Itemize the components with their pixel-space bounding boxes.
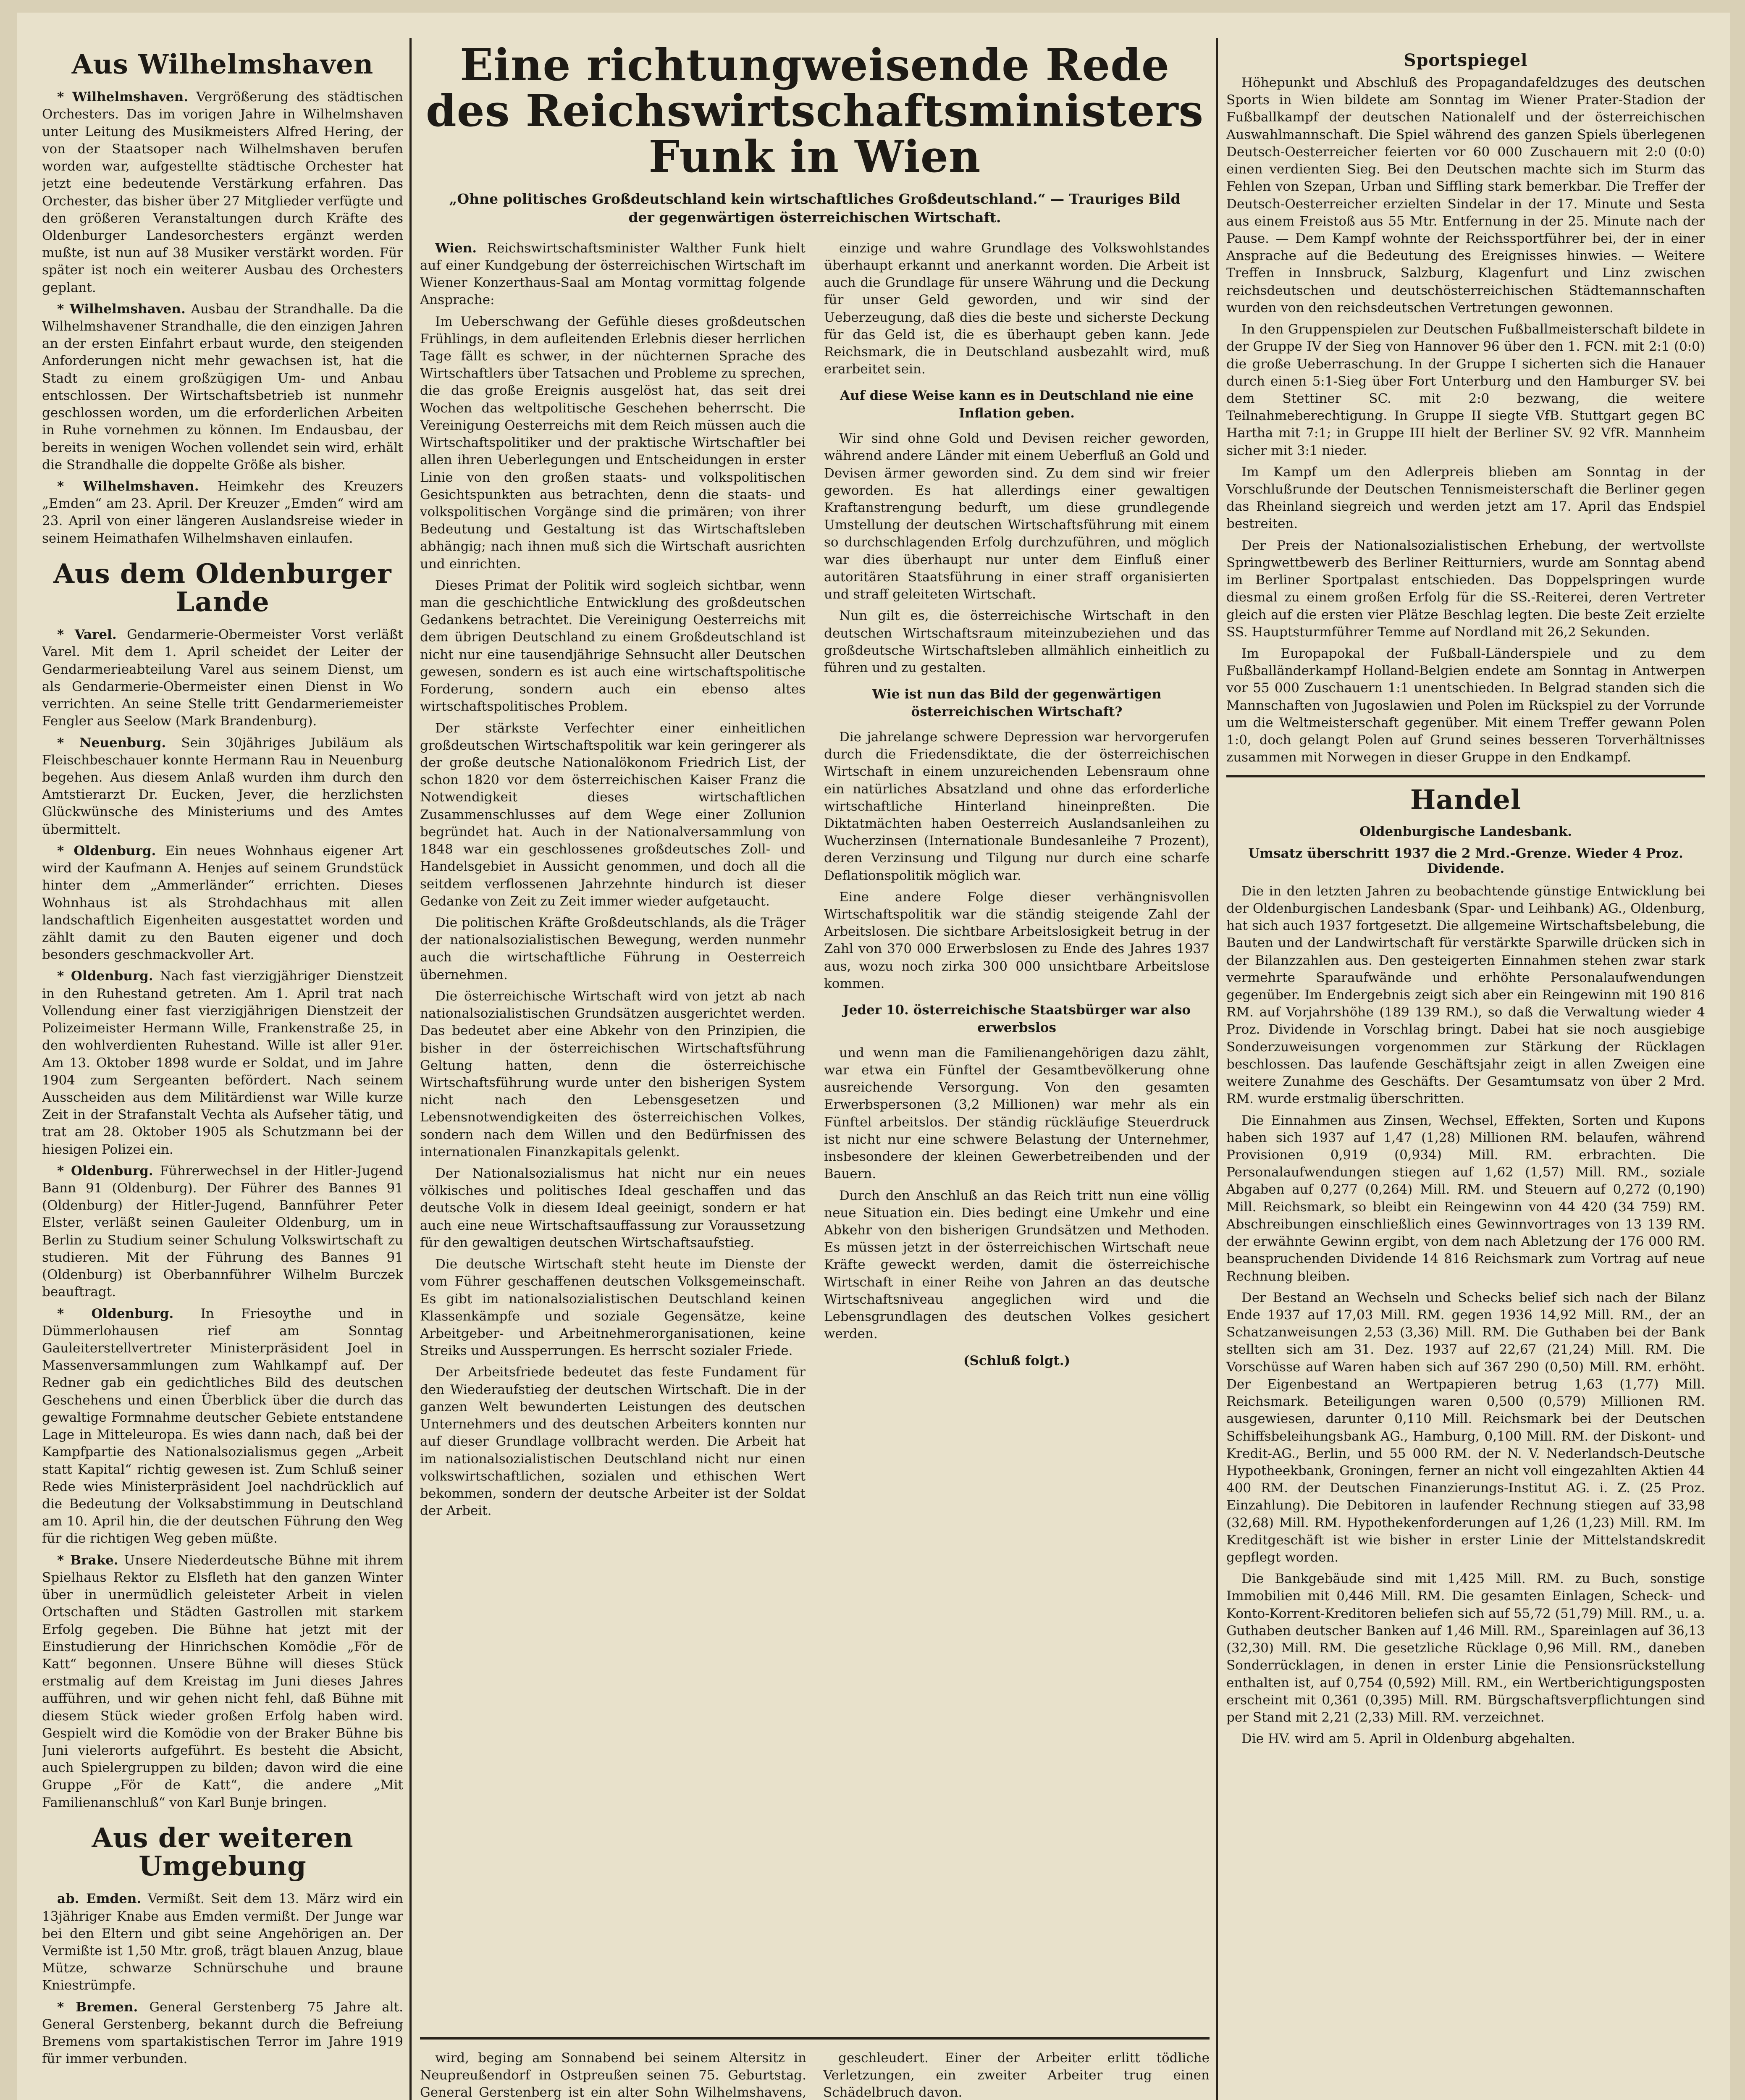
article-paragraph bbox=[420, 988, 806, 1161]
handel-subheading: Oldenburgische Landesbank. bbox=[1359, 824, 1572, 839]
paragraph-text: Ein neues Wohnhaus eigener Art wird der Kaufmann A. Henjes auf seinem Grundstück hinter dem „Ammerländer“ errichten. Dieses Wohnhaus ist als Strohdachhaus mit allen landschaftlich Eigenheiten ausgestattet worden und zählt damit zu den Bauten eigener und doch besonders geschmackvoller Art. bbox=[42, 843, 403, 963]
article-paragraph bbox=[42, 301, 403, 474]
article-paragraph bbox=[42, 89, 403, 297]
article-paragraph bbox=[420, 2050, 806, 2100]
paragraph-text: Die in den letzten Jahren zu beobachtende günstige Entwicklung bei der Oldenburgischen Landesbank (Spar- und Leihbank) AG., Oldenburg, hat sich auch 1937 fortgesetzt. Die allgemeine Wirtschaftsbelebung, die Bauten und der Landwirtschaft für verstärkte Sparwille drücken sich in der Bilanzzahlen aus. Den gesteigerten Einnahmen stehen zwar stark vermehrte Sparaufwände und erhöhte Personalaufwendungen gegenüber. Im Endergebnis zeigt sich aber ein Reingewinn mit 190 816 RM. auf Vorjahrshöhe (189 139 RM.), so daß die Verwaltung wieder 4 Proz. Dividende in Vorschlag bringt. Dabei hat sie noch ausgiebige Sonderzuweisungen vorgenommen zur Stärkung der Rücklagen beschlossen. Das laufende Geschäftsjahr zeigt in allen Zweigen eine weitere Zunahme des Geschäfts. Der Gesamtumsatz von über 2 Mrd. RM. wurde erstmalig überschritten. bbox=[1226, 883, 1705, 1107]
main-article bbox=[420, 38, 1210, 2037]
article-paragraph bbox=[824, 607, 1210, 677]
article-paragraph bbox=[824, 1045, 1210, 1183]
paragraph-text: Nun gilt es, die österreichische Wirtschaft in den deutschen Wirtschaftsraum miteinzubeziehen und das großdeutsche Wirtschaftsleben allmählich einheitlich zu führen und zu gestalten. bbox=[824, 608, 1210, 675]
paragraph-text: Vergrößerung des städtischen Orchesters. Das im vorigen Jahre in Wilhelmshaven unter Leitung des Musikmeisters Alfred Hering, der von der Staatsoper nach Wilhelmshaven berufen worden war, aufgestellte städtische Orchester hat jetzt eine bedeutende Verstärkung erfahren. Das Orchester, das bisher über 27 Mitglieder verfügte und den größeren Veranstaltungen durch Kräfte des Oldenburger Landesorchesters ergänzt werden mußte, ist nun auf 38 Musiker verstärkt worden. Für später ist noch ein weiterer Ausbau des Orchesters geplant. bbox=[42, 89, 403, 295]
article-paragraph bbox=[420, 914, 806, 984]
column-divider bbox=[409, 38, 412, 2100]
article-paragraph bbox=[1226, 645, 1705, 766]
handel-subheading: Umsatz überschritt 1937 die 2 Mrd.-Grenze. Wieder 4 Proz. Dividende. bbox=[1248, 845, 1683, 876]
newspaper-page bbox=[17, 13, 1730, 2100]
article-subhead bbox=[832, 686, 1201, 721]
section-divider bbox=[420, 2037, 1210, 2040]
paragraph-text: Unsere Niederdeutsche Bühne mit ihrem Spielhaus Rektor zu Elsfleth hat den ganzen Winter über in unermüdlich geleisteter Arbeit in vielen Ortschaften und Städten Gastrollen mit starkem Erfolg gegeben. Die Bühne hat jetzt mit der Einstudierung der Hinrichschen Komödie „För de Katt“ begonnen. Unsere Bühne will dieses Stück erstmalig auf dem Kreistag im Juni dieses Jahres aufführen, und wir gehen nicht fehl, daß Bühne mit diesem Stück wieder großen Erfolg haben wird. Gespielt wird die Komödie von der Braker Bühne bis Juni vielerorts aufgeführt. Es besteht die Absicht, auch Spielergruppen zu bilden; davon wird die eine Gruppe „För de Katt“, die andere „Mit Familienanschluß“ von Karl Bunje bringen. bbox=[42, 1552, 403, 1810]
article-paragraph bbox=[42, 1890, 403, 1994]
article-paragraph bbox=[420, 720, 806, 910]
dateline: Wien. bbox=[435, 240, 477, 256]
paragraph-text: Durch den Anschluß an das Reich tritt nun eine völlig neue Situation ein. Dies bedingt eine Umkehr und eine Abkehr von den bisherigen Grundsätzen und Methoden. Es müssen jetzt in der österreichischen Wirtschaft neue Kräfte geweckt werden, damit die österreichische Wirtschaft in einer Reihe von Jahren an das deutsche Wirtschaftsniveau angeglichen wird und die Lebensgrundlagen des deutschen Volkes gesichert werden. bbox=[824, 1188, 1210, 1342]
article-paragraph bbox=[42, 1999, 403, 2068]
article-paragraph bbox=[42, 478, 403, 547]
paragraph-text: (Schluß folgt.) bbox=[963, 1353, 1071, 1368]
paragraph-text: Der Arbeitsfriede bedeutet das feste Fundament für den Wiederaufstieg der deutschen Wirtschaft. Die in der ganzen Welt bewunderten Leistungen des deutschen Unternehmers und des deutschen Arbeiters konnten nur auf dieser Grundlage vollbracht werden. Die Arbeit hat im nationalsozialistischen Deutschland nicht nur einen volkswirtschaftlichen, sozialen und ethischen Wert bekommen, sondern der deutsche Arbeiter ist der Soldat der Arbeit. bbox=[420, 1365, 806, 1519]
paragraph-text: Reichswirtschaftsminister Walther Funk hielt auf einer Kundgebung der österreichischen Wirtschaft im Wiener Konzerthaus-Saal am Montag vormittag folgende Ansprache: bbox=[420, 240, 806, 308]
article-paragraph bbox=[824, 430, 1210, 603]
paragraph-text: Wie ist nun das Bild der gegenwärtigen österreichischen Wirtschaft? bbox=[872, 687, 1162, 719]
dateline: * Wilhelmshaven. bbox=[57, 301, 186, 317]
right-column bbox=[1226, 38, 1705, 2100]
article-paragraph bbox=[42, 843, 403, 964]
paragraph-text: In Friesoythe und in Dümmerlohausen rief am Sonntag Gauleiterstellvertreter Ministerpräsident Joel in Massenversammlungen zum Wahlkampf auf. Der Redner gab ein gedichtliches Bild des deutschen Geschehens und einen Überblick über die durch das gewaltige Formnahme deutscher Gebiete entstandene Lage in Mitteleuropa. Es wies dann nach, daß bei der Kampfpartie des Nationalsozialismus gegen „Arbeit statt Kapital“ richtig gewesen ist. Zum Schluß seiner Rede wies Ministerpräsident Joel nachdrücklich auf die Bedeutung der Volksabstimmung in Deutschland am 10. April hin, die der deutschen Führung den Weg für die richtigen Weg geben müßte. bbox=[42, 1306, 403, 1546]
paragraph-text: Die HV. wird am 5. April in Oldenburg abgehalten. bbox=[1241, 1731, 1575, 1747]
article-paragraph bbox=[42, 1305, 403, 1548]
news-column bbox=[823, 2050, 1210, 2100]
article-paragraph bbox=[1226, 883, 1705, 1108]
article-paragraph bbox=[823, 2050, 1210, 2100]
article-paragraph bbox=[1226, 321, 1705, 459]
article-paragraph bbox=[42, 1552, 403, 1811]
dateline: * Wilhelmshaven. bbox=[57, 479, 199, 494]
article-paragraph bbox=[1226, 1289, 1705, 1567]
article-paragraph bbox=[1226, 1112, 1705, 1285]
article-subtitle: „Ohne politisches Großdeutschland kein wirtschaftliches Großdeutschland.“ — Trauriges Bild der gegenwärtigen österreichischen Wirtschaft. bbox=[449, 190, 1181, 226]
article-paragraph bbox=[824, 729, 1210, 885]
paragraph-text: General Gerstenberg 75 Jahre alt. General Gerstenberg, bekannt durch die Befreiung Bremens vom spartakistischen Terror im Jahre 1919 für immer verbunden. bbox=[42, 1999, 403, 2067]
article-paragraph bbox=[824, 240, 1210, 378]
paragraph-text: wird, beging am Sonnabend bei seinem Altersitz in Neupreußendorf in Ostpreußen seinen 75. Geburtstag. General Gerstenberg ist ein alter Sohn Wilhelmshavens, bbox=[420, 2050, 806, 2100]
section-divider bbox=[1226, 775, 1705, 777]
paragraph-text: Eine andere Folge dieser verhängnisvollen Wirtschaftspolitik war die ständig steigende Zahl der Arbeitslosen. Die sichtbare Arbeitslosigkeit betrug in der Zahl von 370 000 Erwerbslosen zu Ende des Jahres 1937 aus, wozu noch zirka 300 000 unsichtbare Arbeitslose kommen. bbox=[824, 889, 1210, 991]
paragraph-text: Dieses Primat der Politik wird sogleich sichtbar, wenn man die geschichtliche Entwicklung des großdeutschen Gedankens betrachtet. Die Vereinigung Oesterreichs mit dem übrigen Deutschland zu einem Großdeutschland ist nicht nur eine tausendjährige Sehnsucht aller Deutschen gewesen, sondern es ist auch eine wirtschaftspolitische Forderung, sondern auch ein ebenso altes wirtschaftspolitisches Problem. bbox=[420, 578, 806, 714]
article-paragraph bbox=[42, 626, 403, 730]
dateline: * Oldenburg. bbox=[57, 969, 153, 984]
article-subhead bbox=[832, 1002, 1201, 1037]
dateline: * Varel. bbox=[57, 627, 117, 643]
article-paragraph bbox=[824, 1187, 1210, 1343]
paragraph-text: Wir sind ohne Gold und Devisen reicher geworden, während andere Länder mit einem Ueberfluß an Gold und Devisen ärmer geworden sind. Zu dem sind wir freier geworden. Es hat allerdings einer gewaltigen Kraftanstrengung bedurft, um diese grundlegende Umstellung der deutschen Wirtschaftsführung mit einem so durchschlagenden Erfolg durchzuführen, und möglich war dies überhaupt nur unter dem Einfluß einer autoritären Staatsführung in einer straff organisierten und straff geleiteten Wirtschaft. bbox=[824, 431, 1210, 602]
article-subhead bbox=[832, 1352, 1201, 1370]
dateline: ab. Emden. bbox=[57, 1891, 142, 1907]
dateline: * Wilhelmshaven. bbox=[57, 89, 189, 105]
paragraph-text: Führerwechsel in der Hitler-Jugend Bann 91 (Oldenburg). Der Führer des Bannes 91 (Oldenburg) der Hitler-Jugend, Bannführer Peter Elster, verläßt seinen Gauleiter Oldenburg, um in Berlin zu Studium seiner Schulung Volkswirtschaft zu studieren. Mit der Führung des Bannes 91 (Oldenburg) ist Oberbannführer Wilhelm Burczek beauftragt. bbox=[42, 1163, 403, 1300]
article-column bbox=[420, 240, 806, 1524]
dateline: * Neuenburg. bbox=[57, 735, 166, 751]
paragraph-text: In den Gruppenspielen zur Deutschen Fußballmeisterschaft bildete in der Gruppe IV der Sieg von Hannover 96 über den 1. FCN. mit 2:1 (0:0) die große Ueberraschung. In der Gruppe I sicherten sich die Hanauer durch einen 5:1-Sieg über Fort Unterburg und den Hamburger SV. bei dem Stettiner SC. mit 2:0 bezwang, die weitere Teilnahmeberechtigung. In Gruppe II siegte VfB. Stuttgart gegen BC Hartha mit 7:1; in Gruppe III hielt der Berliner SV. 92 VfR. Mannheim sicher mit 3:1 nieder. bbox=[1226, 322, 1705, 458]
paragraph-text: Jeder 10. österreichische Staatsbürger war also erwerbslos bbox=[842, 1003, 1191, 1035]
article-paragraph bbox=[420, 1256, 806, 1360]
article-paragraph bbox=[1226, 464, 1705, 533]
paragraph-text: Heimkehr des Kreuzers „Emden“ am 23. April. Der Kreuzer „Emden“ wird am 23. April von einer längeren Auslandsreise wieder in seinem Heimathafen Wilhelmshaven einlaufen. bbox=[42, 479, 403, 546]
article-paragraph bbox=[420, 1364, 806, 1520]
article-paragraph bbox=[420, 313, 806, 573]
dateline: * Oldenburg. bbox=[57, 1306, 174, 1321]
paragraph-text: Der Nationalsozialismus hat nicht nur ein neues völkisches und politisches Ideal geschaffen und das deutsche Volk in diesem Ideal geeinigt, sondern er hat auch eine neue Wirtschaftsauffassung zur Voraussetzung für den gewaltigen deutschen Wirtschaftsaufstieg. bbox=[420, 1166, 806, 1250]
dateline: * Oldenburg. bbox=[57, 843, 156, 858]
paragraph-text: Im Ueberschwang der Gefühle dieses großdeutschen Frühlings, in dem aufleitenden Erlebnis dieser herrlichen Tage fällt es schwer, in der nüchternen Sprache des Wirtschaftlers über Tatsachen und Probleme zu sprechen, die das große Ereignis ausgelöst hat, das seit drei Wochen das weltpolitische Geschehen beherrscht. Die Vereinigung Oesterreichs mit dem Reich müssen auch die Wirtschaftspolitiker und der praktische Wirtschaftler bei allen ihren Ueberlegungen und Entscheidungen in erster Linie von den großen staats- und volkspolitischen Gesichtspunkten aus betrachten, denn die staats- und volkspolitischen Vorgänge sind die primären; von ihrer Bedeutung und Gestaltung ist das Wirtschaftsleben abhängig; nach ihnen muß sich die Wirtschaft ausrichten und einrichten. bbox=[420, 314, 806, 572]
article-paragraph bbox=[1226, 1730, 1705, 1748]
news-column bbox=[420, 2050, 806, 2100]
article-paragraph bbox=[1226, 74, 1705, 317]
article-paragraph bbox=[42, 1163, 403, 1301]
paragraph-text: Die deutsche Wirtschaft steht heute im Dienste der vom Führer geschaffenen deutschen Volksgemeinschaft. Es gibt im nationalsozialistischen Deutschland keinen Klassenkämpfe und soziale Gegensätze, keine Arbeitgeber- und Arbeitnehmerorganisationen, keine Streiks und Aussperrungen. Es herrscht sozialer Friede. bbox=[420, 1257, 806, 1359]
paragraph-text: Nach fast vierzigjähriger Dienstzeit in den Ruhestand getreten. Am 1. April trat nach Vollendung einer fast vierzigjährigen Dienstzeit der Polizeimeister Hermann Wille, Frankenstraße 25, in den wohlverdienten Ruhestand. Wille ist aller 91er. Am 13. Oktober 1898 wurde er Soldat, und im Jahre 1904 zum Sergeanten befördert. Nach seinem Ausscheiden aus dem Militärdienst war Wille kurze Zeit in der Strafanstalt Vechta als Aufseher tätig, und trat am 28. Oktober 1905 als Schutzmann bei der hiesigen Polizei ein. bbox=[42, 969, 403, 1157]
article-paragraph bbox=[42, 735, 403, 838]
paragraph-text: Höhepunkt und Abschluß des Propagandafeldzuges des deutschen Sports in Wien bildete am Sonntag im Wiener Prater-Stadion der Fußballkampf der deutschen Nationalelf und der österreichischen Auswahlmannschaft. Die Spiel während des ganzen Spiels überlegenen Deutsch-Oesterreicher feierten vor 60 000 Zuschauern mit 2:0 (0:0) einen verdienten Sieg. Bei den Deutschen machte sich im Sturm das Fehlen von Szepan, Urban und Siffling stark bemerkbar. Die Treffer der Deutsch-Oesterreicher erzielten Sindelar in der 17. Minute und Sesta aus einem Freistoß aus 55 Mtr. Entfernung in der 25. Minute nach der Pause. — Dem Kampf wohnte der Reichssportführer bei, der in einer Ansprache auf die Bedeutung des Ereignisses hinwies. — Weitere Treffen in Innsbruck, Salzburg, Klagenfurt und Linz zwischen reichsdeutschen und deutschösterreichischen Städtemannschaften wurden von den reichsdeutschen Vertretungen gewonnen. bbox=[1226, 75, 1705, 315]
article-paragraph bbox=[420, 577, 806, 716]
paragraph-text: Gendarmerie-Obermeister Vorst verläßt Varel. Mit dem 1. April scheidet der Leiter der Gendarmerieabteilung Varel aus seinem Dienst, um als Gendarmerie-Obermeister einen Dienst in Wo verrichten. An seine Stelle tritt Gendarmeriemeister Fengler aus Seelow (Mark Brandenburg). bbox=[42, 627, 403, 729]
paragraph-text: Der Preis der Nationalsozialistischen Erhebung, der wertvollste Springwettbewerb des Berliner Reitturniers, wurde am Sonntag abend im Berliner Sportpalast entschieden. Das Doppelspringen wurde diesmal zu einem großen Erfolg für die SS.-Reiterei, deren Vertreter gleich auf die ersten vier Plätze Beschlag legten. Die beste Zeit erzielte SS. Hauptsturmführer Temme auf Nordland mit 26,2 Sekunden. bbox=[1226, 538, 1705, 640]
article-column bbox=[824, 240, 1210, 1524]
article-headline: Eine richtungweisende Rede des Reichswirtschaftsministers Funk in Wien bbox=[425, 39, 1204, 183]
paragraph-text: Die Bankgebäude sind mit 1,425 Mill. RM. zu Buch, sonstige Immobilien mit 0,446 Mill. RM. Die gesamten Einlagen, Scheck- und Konto-Korrent-Kreditoren beliefen sich auf 55,72 (51,79) Mill. RM., u. a. Guthaben deutscher Banken auf 1,46 Mill. RM., Spareinlagen auf 36,13 (32,30) Mill. RM. Die gesetzliche Rücklage 0,96 Mill. RM., daneben Sonderrücklagen, in denen in erster Linie die Pensionsrückstellung enthalten ist, auf 0,754 (0,592) Mill. RM., ein Wertberichtigungsposten erscheint mit 0,361 (0,395) Mill. RM. Bürgschaftsverpflichtungen sind per Stand mit 2,21 (2,33) Mill. RM. verzeichnet. bbox=[1226, 1571, 1705, 1725]
paragraph-text: Die Einnahmen aus Zinsen, Wechsel, Effekten, Sorten und Kupons haben sich 1937 auf 1,47 (1,28) Millionen RM. belaufen, während Provisionen 0,919 (0,934) Mill. RM. erbrachten. Die Personalaufwendungen stiegen auf 1,62 (1,57) Mill. RM., soziale Abgaben auf 0,277 (0,264) Mill. RM. und Steuern auf 0,272 (0,190) Mill. Reichsmark, so bleibt ein Reingewinn von 44 420 (34 759) RM. Abschreibungen einschließlich eines Gewinnvortrages von 13 139 RM. der erwähnte Gewinn ergibt, von dem nach Abletzung der 176 000 RM. beanspruchenden Dividende 14 816 Reichsmark zum Vortrag auf neue Rechnung bleiben. bbox=[1226, 1113, 1705, 1284]
paragraph-text: Die politischen Kräfte Großdeutschlands, als die Träger der nationalsozialistischen Bewegung, werden nunmehr auch die wirtschaftliche Führung in Oesterreich übernehmen. bbox=[420, 915, 806, 982]
paragraph-text: Die österreichische Wirtschaft wird von jetzt ab nach nationalsozialistischen Grundsätzen ausgerichtet werden. Das bedeutet aber eine Abkehr von den Prinzipien, die bisher in der österreichischen Wirtschaftsführung Geltung hatten, denn die österreichische Wirtschaftsführung wurde unter den bisherigen System nicht nach den Lebensgesetzen und Lebensnotwendigkeiten des österreichischen Volkes, sondern nach dem Willen und den Bedürfnissen des internationalen Finanzkapitals gelenkt. bbox=[420, 988, 806, 1160]
bottom-news bbox=[420, 2050, 1210, 2100]
paragraph-text: Der stärkste Verfechter einer einheitlichen großdeutschen Wirtschaftspolitik war kein geringerer als der große deutsche Nationalökonom Friedrich List, der schon 1820 vor dem österreichischen Kaiser Franz die Notwendigkeit dieses wirtschaftlichen Zusammenschlusses auf dem Wege einer Zollunion begründet hat. Auch in der Nationalversammlung von 1848 war ein geschlossenes großdeutsches Zoll- und Handelsgebiet in Aussicht genommen, und doch all die seitdem verflossenen Jahrzehnte hindurch ist dieser Gedanke von Zeit zu Zeit immer wieder aufgetaucht. bbox=[420, 720, 806, 909]
article-paragraph bbox=[1226, 537, 1705, 641]
section-heading-sport: Sportspiegel bbox=[1404, 50, 1528, 70]
section-heading-wilhelmshaven: Aus Wilhelmshaven bbox=[71, 49, 374, 80]
section-heading-handel: Handel bbox=[1410, 784, 1522, 816]
paragraph-text: Vermißt. Seit dem 13. März wird ein 13jähriger Knabe aus Emden vermißt. Der Junge war bei den Eltern und gibt seine Angehörigen an. Der Vermißte ist 1,50 Mtr. groß, trägt blauen Anzug, blaue Mütze, schwarze Schnürschuhe und braune Kniestrümpfe. bbox=[42, 1891, 403, 1993]
paragraph-text: Sein 30jähriges Jubiläum als Fleischbeschauer konnte Hermann Rau in Neuenburg begehen. Aus diesem Anlaß wurden ihm durch den Amtstierarzt Dr. Eucken, Jever, die herzlichsten Glückwünsche des Ministeriums und des Amtes übermittelt. bbox=[42, 735, 403, 837]
left-column bbox=[42, 38, 403, 2100]
paragraph-text: Im Europapokal der Fußball-Länderspiele und zu dem Fußballänderkampf Holland-Belgien endete am Sonntag in Antwerpen vor 55 000 Zuschauern 1:1 unentschieden. In Belgrad standen sich die Mannschaften von Jugoslawien und Polen im Rückspiel zu der Vorrunde um die Weltmeisterschaft gegenüber. Mit einem Treffer gewann Polen 1:0, doch gelangt Polen auf Grund seines besseren Torverhältnisses zusammen mit Norwegen in dieser Gruppe in den Endkampf. bbox=[1226, 646, 1705, 765]
dateline: * Bremen. bbox=[57, 1999, 138, 2015]
article-paragraph bbox=[824, 889, 1210, 992]
dateline: * Oldenburg. bbox=[57, 1163, 153, 1179]
article-paragraph bbox=[420, 1165, 806, 1252]
article-paragraph bbox=[420, 240, 806, 309]
section-heading-oldenburg: Aus dem Oldenburger Lande bbox=[53, 558, 392, 618]
paragraph-text: Im Kampf um den Adlerpreis blieben am Sonntag in der Vorschlußrunde der Deutschen Tennismeisterschaft die Berliner gegen das Rheinland siegreich und werden jetzt am 17. April das Endspiel bestreiten. bbox=[1226, 464, 1705, 532]
article-subhead bbox=[832, 387, 1201, 423]
paragraph-text: und wenn man die Familienangehörigen dazu zählt, war etwa ein Fünftel der Gesamtbevölkerung ohne ausreichende Versorgung. Von den gesamten Erwerbspersonen (3,2 Millionen) war mehr als ein Fünftel arbeitslos. Der ständig rückläufige Steuerdruck ist nicht nur eine schwere Belastung der Unternehmer, insbesondere der kleinen Gewerbetreibenden und der Bauern. bbox=[824, 1045, 1210, 1182]
dateline: * Brake. bbox=[57, 1552, 118, 1568]
column-divider bbox=[1216, 38, 1218, 2100]
paragraph-text: Die jahrelange schwere Depression war hervorgerufen durch die Friedensdiktate, die der österreichischen Wirtschaft in einem unzureichenden Lebensraum ohne ein natürliches Absatzland und ohne das erforderliche wirtschaftliche Hinterland hineinpreßten. Die Diktatmächten haben Oesterreich Auslandsanleihen zu Wucherzinsen (Internationale Bundesanleihe 7 Prozent), deren Verzinsung und Tilgung nur durch eine scharfe Deflationspolitik möglich war. bbox=[824, 729, 1210, 883]
paragraph-text: Ausbau der Strandhalle. Da die Wilhelmshavener Strandhalle, die den einzigen Jahren an der ersten Einfahrt erbaut wurde, den steigenden Anforderungen nicht mehr gewachsen ist, hat die Stadt zu einem großzügigen Um- und Anbau entschlossen. Der Wirtschaftsbetrieb ist nunmehr geschlossen worden, um die erforderlichen Arbeiten in Ruhe vornehmen zu können. Im Endausbau, der bereits in wenigen Wochen vollendet sein wird, erhält die Strandhalle die doppelte Größe als bisher. bbox=[42, 301, 403, 472]
paragraph-text: Auf diese Weise kann es in Deutschland nie eine Inflation geben. bbox=[840, 388, 1194, 421]
section-heading-weitere: Aus der weiteren Umgebung bbox=[92, 1822, 354, 1882]
article-paragraph bbox=[42, 968, 403, 1158]
paragraph-text: Der Bestand an Wechseln und Schecks belief sich nach der Bilanz Ende 1937 auf 17,03 Mill. RM. gegen 1936 14,92 Mill. RM., der an Schatzanweisungen 2,53 (3,36) Mill. RM. Die Guthaben bei der Bank stellten sich am 31. Dez. 1937 auf 22,67 (21,24) Mill. RM. Die Vorschüsse auf Waren haben sich auf 367 290 (0,50) Mill. RM. erhöht. Der Eigenbestand an Wertpapieren betrug 1,63 (1,77) Mill. Reichsmark. Beteiligungen waren 0,500 (0,579) Millionen RM. ausgewiesen, darunter 0,110 Mill. Reichsmark bei der Deutschen Schiffsbeleihungsbank AG., Hamburg, 0,100 Mill. RM. der Diskont- und Kredit-AG., Berlin, und 55 000 RM. der N. V. Nederlandsch-Deutsche Hypotheekbank, Groningen, ferner an nicht voll eingezahlten Aktien 44 400 RM. der Deutschen Finanzierungs-Institut AG. i. Z. (25 Proz. Einzahlung). Die Debitoren in laufender Rechnung stiegen auf 33,98 (32,68) Mill. RM. Hypothekenforderungen auf 1,26 (1,23) Mill. RM. Im Kreditgeschäft ist wie bisher in erster Linie der Mittelstandskredit gepflegt worden. bbox=[1226, 1290, 1705, 1565]
paragraph-text: einzige und wahre Grundlage des Volkswohlstandes überhaupt erkannt und anerkannt worden. Die Arbeit ist auch die Grundlage für unsere Währung und die Deckung für unser Geld geworden, und wir sind der Ueberzeugung, daß dies die beste und sicherste Deckung für das Geld ist, die es überhaupt geben kann. Jede Reichsmark, die in Deutschland ausbezahlt wird, muß erarbeitet sein. bbox=[824, 240, 1210, 377]
paragraph-text: geschleudert. Einer der Arbeiter erlitt tödliche Verletzungen, ein zweiter Arbeiter trug einen Schädelbruch davon. bbox=[823, 2050, 1210, 2100]
article-paragraph bbox=[1226, 1570, 1705, 1726]
